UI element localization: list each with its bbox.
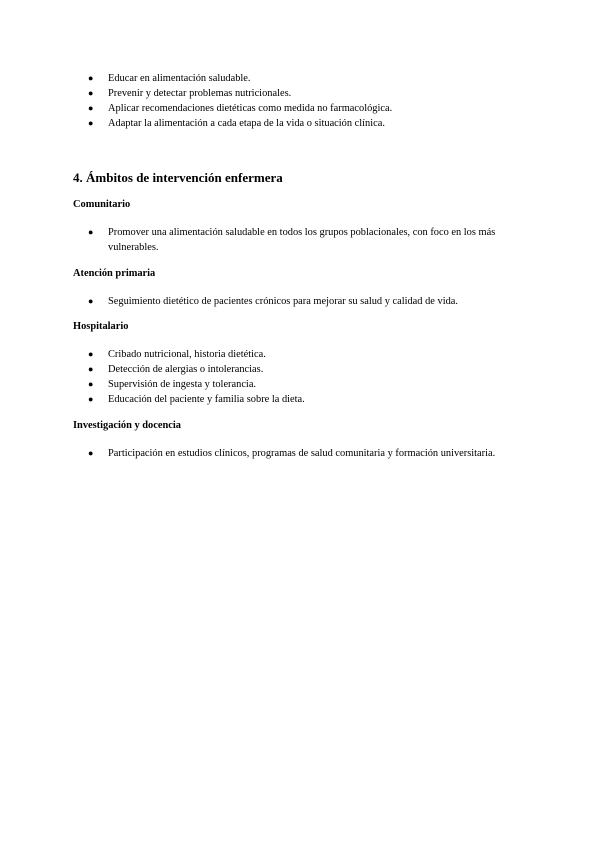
list-item: ● Adaptar la alimentación a cada etapa de la vida o situación clínica. bbox=[88, 118, 385, 129]
list-item: ● Seguimiento dietético de pacientes crónicos para mejorar su salud y calidad de vida. bbox=[88, 296, 458, 307]
hospitalario-list bbox=[73, 347, 533, 407]
list-item: ● Aplicar recomendaciones dietéticas como medida no farmacológica. bbox=[88, 103, 393, 114]
bullet-icon: ● bbox=[88, 118, 94, 128]
list-item: ● Educación del paciente y familia sobre la dieta. bbox=[88, 394, 305, 405]
subsection-heading-comunitario: Comunitario bbox=[73, 199, 131, 210]
list-item: ● Participación en estudios clínicos, programas de salud comunitaria y formación universitaria. bbox=[88, 448, 496, 459]
investigacion-list bbox=[73, 446, 533, 461]
bullet-icon: ● bbox=[88, 227, 94, 237]
intro-list bbox=[73, 71, 533, 131]
list-item: ● Prevenir y detectar problemas nutricionales. bbox=[88, 88, 292, 99]
bullet-icon: ● bbox=[88, 349, 94, 359]
list-item: ● Educar en alimentación saludable. bbox=[88, 73, 251, 84]
bullet-icon: ● bbox=[88, 448, 94, 458]
bullet-icon: ● bbox=[88, 88, 94, 98]
bullet-icon: ● bbox=[88, 73, 94, 83]
bullet-icon: ● bbox=[88, 379, 94, 389]
list-item: ● Supervisión de ingesta y tolerancia. bbox=[88, 379, 257, 390]
subsection-heading-atencion-primaria: Atención primaria bbox=[73, 268, 156, 279]
section-title: 4. Ámbitos de intervención enfermera bbox=[73, 170, 283, 185]
bullet-icon: ● bbox=[88, 364, 94, 374]
list-item: ● Cribado nutricional, historia dietética. bbox=[88, 349, 266, 360]
bullet-icon: ● bbox=[88, 296, 94, 306]
subsection-heading-investigacion: Investigación y docencia bbox=[73, 420, 181, 431]
comunitario-list bbox=[73, 225, 533, 255]
list-item: ● Promover una alimentación saludable en todos los grupos poblacionales, con foco en los más vulnerables. bbox=[88, 227, 496, 253]
bullet-icon: ● bbox=[88, 103, 94, 113]
atencion-primaria-list bbox=[73, 294, 533, 309]
bullet-icon: ● bbox=[88, 394, 94, 404]
list-item: ● Detección de alergias o intolerancias. bbox=[88, 364, 264, 375]
subsection-heading-hospitalario: Hospitalario bbox=[73, 321, 129, 332]
